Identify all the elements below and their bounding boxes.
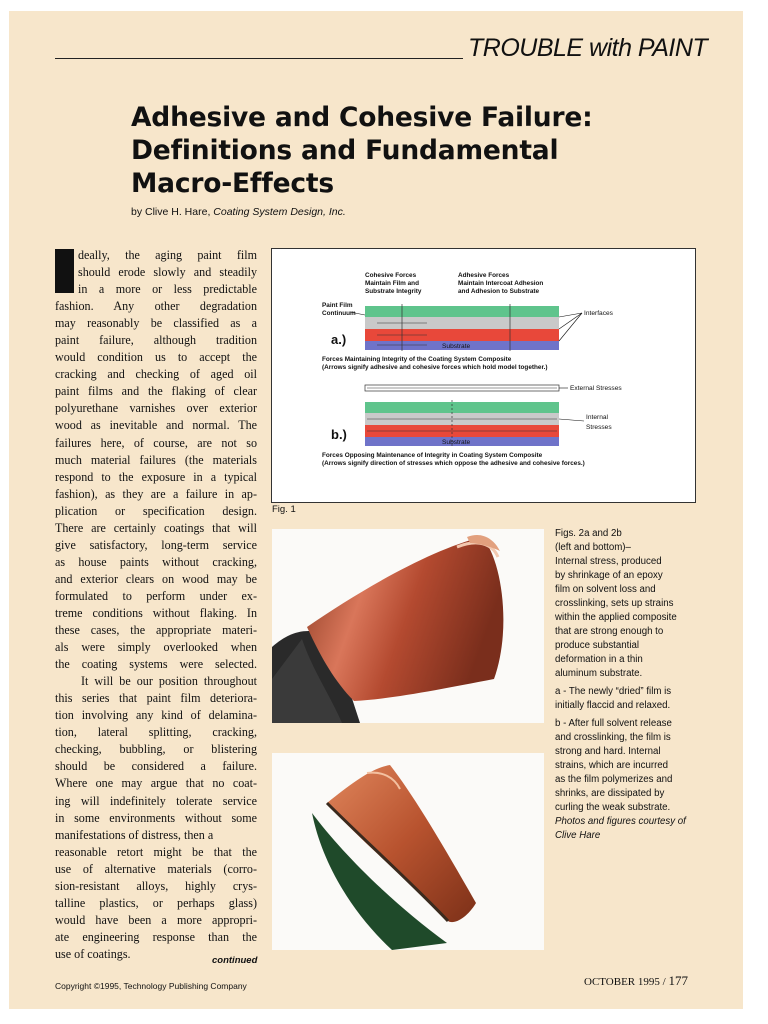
body-line: use of coatings. <box>55 946 131 961</box>
byline-company: Coating System Design, Inc. <box>213 206 346 218</box>
interfaces-pointer <box>559 313 582 317</box>
caption-line: deformation in a thin <box>555 654 643 665</box>
cohesive-label: Maintain Film and <box>365 280 419 287</box>
figure-1-caption: Fig. 1 <box>272 504 296 515</box>
figure-2a-photo <box>272 529 544 723</box>
body-line: cracking and checking of aged oil <box>55 367 257 382</box>
body-line: failures here, of course, are not so <box>55 435 257 450</box>
panel-a-label: a.) <box>331 332 347 347</box>
caption-line: film on solvent loss and <box>555 584 656 595</box>
paint-film-label: Paint Film <box>322 302 353 309</box>
body-line: in some environments without some <box>55 810 257 825</box>
adhesive-label: and Adhesion to Substrate <box>458 288 540 295</box>
figure-1-svg <box>272 249 695 502</box>
caption-line: Clive Hare <box>555 830 601 841</box>
copper-film <box>307 537 503 701</box>
substrate-label-b: Substrate <box>442 439 471 446</box>
body-line: sion-resistant alloys, highly crys- <box>55 878 257 893</box>
internal-label: Internal <box>586 414 608 421</box>
cohesive-label: Cohesive Forces <box>365 272 417 279</box>
figure-2-caption <box>555 527 705 843</box>
body-line: this series that paint film deteriora- <box>55 691 257 706</box>
adhesive-label: Adhesive Forces <box>458 272 510 279</box>
figure-2a-svg <box>272 529 544 723</box>
title-line: Definitions and Fundamental <box>131 135 559 166</box>
body-line: manifestations of distress, then a <box>55 827 214 842</box>
title-line: Adhesive and Cohesive Failure: <box>131 102 593 133</box>
caption-line: Internal stress, produced <box>555 556 662 567</box>
caption-line: initially flaccid and relaxed. <box>555 700 671 711</box>
body-line: would have been a more appropri- <box>55 912 257 927</box>
internal-label: Stresses <box>586 424 612 431</box>
byline-author: by Clive H. Hare, <box>131 206 214 218</box>
body-line: There are certainly coatings that will <box>55 520 257 535</box>
body-line: should be considered a failure. <box>55 759 257 774</box>
body-line: plication or specification design. <box>55 503 257 518</box>
body-line: fashion), as they are a failure in ap- <box>55 486 257 501</box>
header-rule <box>55 58 463 59</box>
body-line: wood as inevitable and normal. The <box>55 418 257 433</box>
paint-film-label: Continuum <box>322 310 356 317</box>
panel-b-label: b.) <box>331 427 347 442</box>
body-line: als were simply overlooked when <box>55 640 257 655</box>
caption-line: that are strong enough to <box>555 626 664 637</box>
article-title <box>131 101 731 200</box>
caption-line: strains, which are incurred <box>555 760 669 771</box>
body-line: would condition us to accept the <box>55 350 257 365</box>
adhesive-label: Maintain Intercoat Adhesion <box>458 280 544 287</box>
body-line: deally, the aging paint film <box>78 248 257 262</box>
body-line: ing will indefinitely tolerate service <box>55 793 257 808</box>
body-line: checking, bubbling, or blistering <box>55 742 257 757</box>
body-line: tion involving any kind of delamina- <box>55 708 257 723</box>
body-line: give satisfactory, long-term service <box>55 537 257 552</box>
caption-a-line: (Arrows signify adhesive and cohesive forces which hold model together.) <box>322 364 548 371</box>
interfaces-label: Interfaces <box>584 310 613 317</box>
body-line: tion, lateral splitting, cracking, <box>55 725 257 740</box>
caption-line: shrinks, are dissipated by <box>555 788 665 799</box>
series-title: TROUBLE with PAINT <box>468 34 708 62</box>
body-line: reasonable retort might be that the <box>55 844 257 859</box>
caption-line: produce substantial <box>555 640 640 651</box>
caption-line: crosslinking, sets up strains <box>555 598 674 609</box>
caption-a-line: Forces Maintaining Integrity of the Coating System Composite <box>322 356 512 363</box>
body-line: fashion. Any other degradation <box>55 299 257 314</box>
copyright: Copyright ©1995, Technology Publishing Company <box>55 981 247 991</box>
body-line: respond to the exposure in a typical <box>55 469 257 484</box>
substrate-label-a: Substrate <box>442 343 471 350</box>
figure-2b-svg <box>272 753 544 950</box>
body-line: as house paints without cracking, <box>55 554 257 569</box>
caption-line: as the film polymerizes and <box>555 774 673 785</box>
figure-2b-photo <box>272 753 544 950</box>
separator: / <box>659 976 669 988</box>
caption-line: strong and hard. Internal <box>555 746 661 757</box>
body-line: should erode slowly and steadily <box>78 265 257 280</box>
body-line: Where one may argue that no coat- <box>55 776 257 791</box>
continued-label: continued <box>212 955 258 966</box>
layer-green-a <box>365 306 559 317</box>
interfaces-pointer <box>559 313 582 341</box>
caption-line: aluminum substrate. <box>555 668 643 679</box>
body-line: talline plastics, or perhaps glass) <box>55 895 257 910</box>
body-line: It will be our position throughout <box>81 674 257 689</box>
body-line: formulated to perform under ex- <box>55 588 257 603</box>
caption-line: (left and bottom)– <box>555 542 631 553</box>
article-body <box>55 247 257 963</box>
cohesive-label: Substrate Integrity <box>365 288 422 295</box>
body-line: and exterior clears on wood may be <box>55 571 257 586</box>
body-line: much material failures (the materials <box>55 452 257 467</box>
caption-line: and crosslinking, the film is <box>555 732 671 743</box>
body-line: paint failure, although tradition <box>55 333 257 348</box>
caption-line: b - After full solvent release <box>555 718 672 729</box>
title-line: Macro-Effects <box>131 168 334 199</box>
caption-b-line: Forces Opposing Maintenance of Integrity in Coating System Composite <box>322 452 543 459</box>
issue-date: OCTOBER 1995 <box>584 976 660 988</box>
byline <box>131 206 346 218</box>
caption-line: Figs. 2a and 2b <box>555 528 622 539</box>
caption-line: by shrinkage of an epoxy <box>555 570 663 581</box>
body-line: polyurethane varnishes over exterior <box>55 401 257 416</box>
body-line: in a more or less predictable <box>78 282 257 297</box>
internal-pointer <box>559 419 584 421</box>
external-label: External Stresses <box>570 385 622 392</box>
body-line: paint films and the flaking of clear <box>55 384 257 399</box>
body-line: may reasonably be classified as a <box>55 316 257 331</box>
page-footer <box>584 973 688 989</box>
caption-line: Photos and figures courtesy of <box>555 816 686 827</box>
caption-line: a - The newly “dried” film is <box>555 686 672 697</box>
figure-1-diagram <box>271 248 696 503</box>
body-line: ate engineering response than the <box>55 929 257 944</box>
body-line: these cases, the appropriate materi- <box>55 623 257 638</box>
caption-b-line: (Arrows signify direction of stresses which oppose the adhesive and cohesive forces.) <box>322 460 585 467</box>
caption-line: within the applied composite <box>555 612 677 623</box>
body-line: the coating systems were selected. <box>55 657 257 672</box>
body-line: treme conditions without flaking. In <box>55 605 257 620</box>
page-number: 177 <box>668 973 688 988</box>
caption-line: curling the weak substrate. <box>555 802 671 813</box>
layer-green-b <box>365 402 559 413</box>
body-line: use of alternative materials (corro- <box>55 861 257 876</box>
